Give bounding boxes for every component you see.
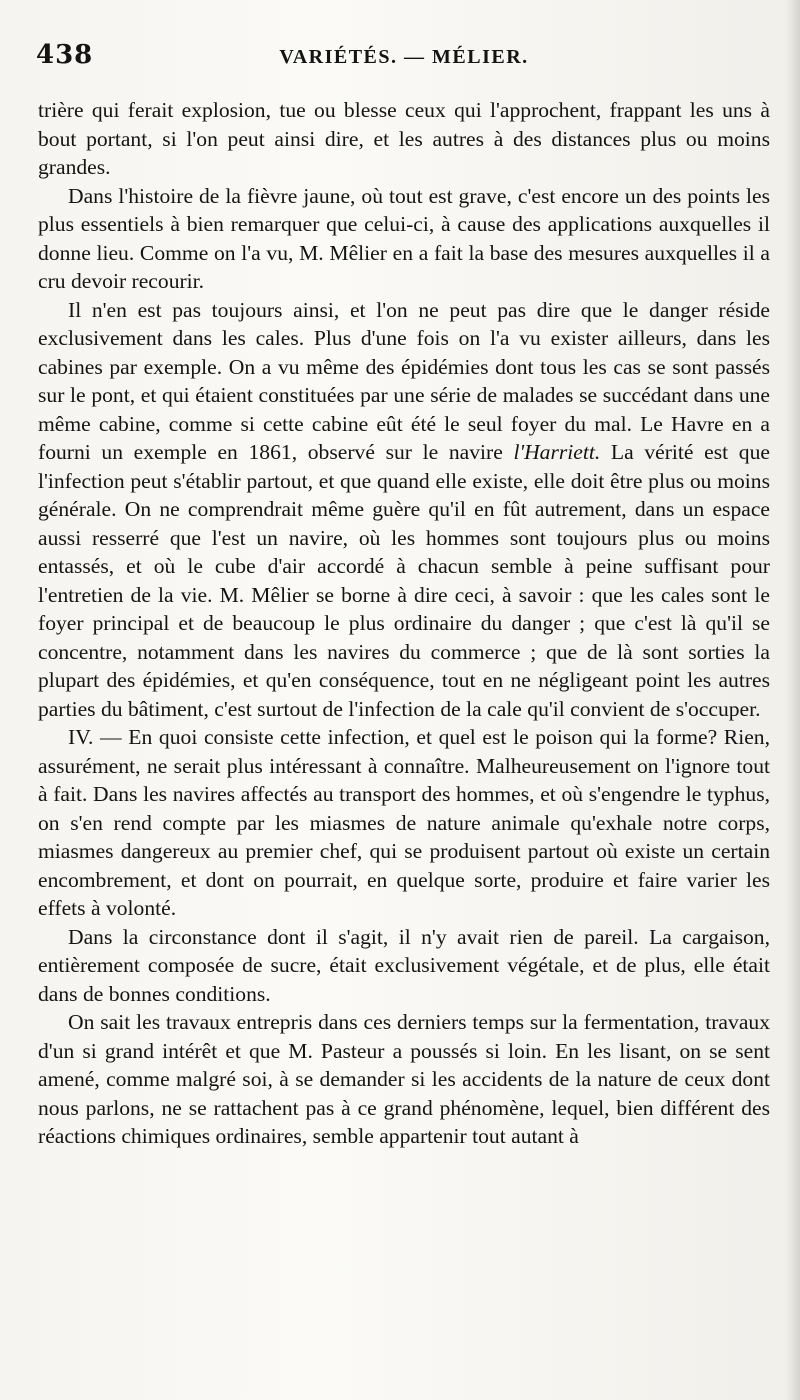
paragraph bbox=[38, 296, 770, 724]
ship-name: l'Harriett. bbox=[513, 440, 601, 464]
paragraph-text: Il n'en est pas toujours ainsi, et l'on ne peut pas dire que le danger réside exclusivement dans les cales. Plus d'une fois on l'a vu exister ailleurs, dans les cabines par exemple. On a vu même des épidémies dont tous les cas se sont passés sur le pont, et qui étaient constituées par une série de malades se succédant dans une même cabine, comme si cette cabine eût été le seul foyer du mal. Le Havre en a fourni un exemple en 1861, observé sur le navire bbox=[38, 297, 770, 464]
running-head bbox=[38, 38, 770, 82]
paragraph-text: IV. — En quoi consiste cette infection, et quel est le poison qui la forme? Rien, assurément, ne serait plus intéressant à connaître. Malheureusement on l'ignore tout à fait. Dans les navires affectés au transport des hommes, et où s'engendre le typhus, on s'en rend compte par les miasmes de nature animale qu'exhale notre corps, miasmes dangereux au premier chef, qui se produisent partout où existe un certain encombrement, et dont on pourrait, en quelque sorte, produire et faire varier les effets à volonté. bbox=[38, 725, 770, 920]
paragraph bbox=[38, 182, 770, 296]
paragraph-text: Dans l'histoire de la fièvre jaune, où tout est grave, c'est encore un des points les plus essentiels à bien remarquer que celui-ci, à cause des applications auxquelles il donne lieu. Comme on l'a vu, M. Mêlier en a fait la base des mesures auxquelles il a cru devoir recourir. bbox=[38, 183, 770, 293]
page-number: 438 bbox=[36, 40, 94, 70]
paragraph bbox=[38, 923, 770, 1009]
running-title: VARIÉTÉS. — MÉLIER. bbox=[279, 46, 529, 68]
paragraph-text: La vérité est que l'infection peut s'établir partout, et que quand elle existe, elle doit être plus ou moins générale. On ne comprendrait même guère qu'il en fût autrement, dans un espace aussi resserré que l'est un navire, où les hommes sont toujours plus ou moins entassés, et où le cube d'air accordé à chacun semble à peine suffisant pour l'entretien de la vie. M. Mêlier se borne à dire ceci, à savoir : que les cales sont le foyer principal et de beaucoup le plus ordinaire du danger ; que c'est là qu'il se concentre, notamment dans les navires du commerce ; que de là sont sorties la plupart des épidémies, et qu'en conséquence, tout en ne négligeant point les autres parties du bâtiment, c'est surtout de l'infection de la cale qu'il convient de s'occuper. bbox=[38, 440, 770, 721]
paragraph-text: On sait les travaux entrepris dans ces derniers temps sur la fermentation, travaux d'un si grand intérêt et que M. Pasteur a poussés si loin. En les lisant, on se sent amené, comme malgré soi, à se demander si les accidents de la nature de ceux dont nous parlons, ne se rattachent pas à ce grand phénomène, lequel, bien différent des réactions chimiques ordinaires, semble appartenir tout autant à bbox=[38, 1010, 770, 1148]
paragraph-text: trière qui ferait explosion, tue ou blesse ceux qui l'approchent, frappant les uns à bout portant, si l'on peut ainsi dire, et les autres à des distances plus ou moins grandes. bbox=[38, 98, 770, 179]
page-gutter-shadow bbox=[786, 0, 800, 1400]
paragraph-section-iv bbox=[38, 723, 770, 923]
paragraph-text: Dans la circonstance dont il s'agit, il n'y avait rien de pareil. La cargaison, entièrement composée de sucre, était exclusivement végétale, et de plus, elle était dans de bonnes conditions. bbox=[38, 924, 770, 1006]
paragraph bbox=[38, 1008, 770, 1151]
body-text bbox=[38, 96, 770, 1151]
paragraph-continuation bbox=[38, 96, 770, 182]
